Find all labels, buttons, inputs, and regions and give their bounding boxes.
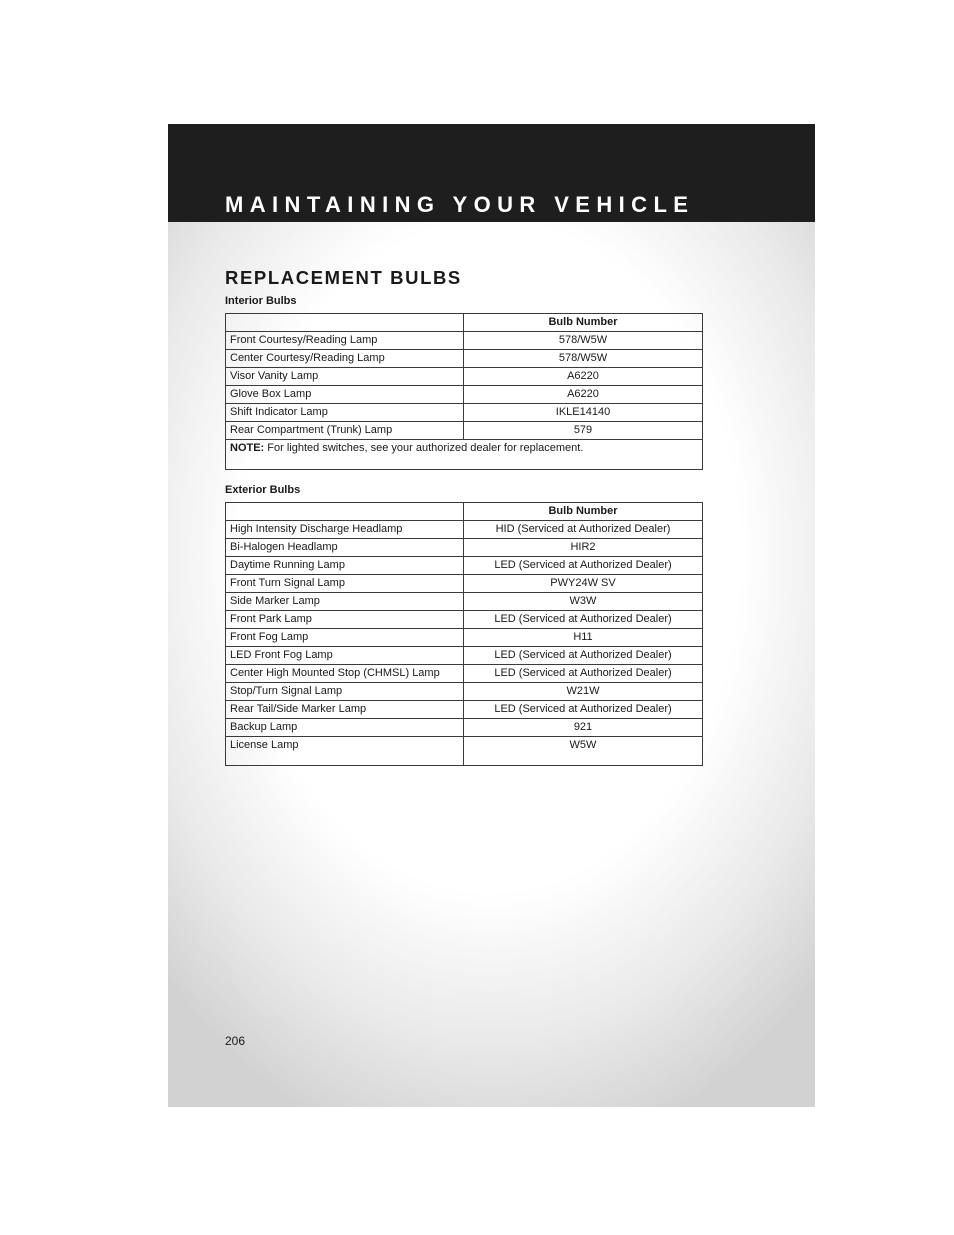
table-row [226, 350, 703, 368]
table-row [226, 557, 703, 575]
lamp-name: Front Park Lamp [226, 611, 464, 629]
exterior-bulbs-table [225, 502, 703, 766]
manual-page [168, 124, 815, 1107]
lamp-name: Backup Lamp [226, 719, 464, 737]
bulb-number: W21W [464, 683, 703, 701]
bulb-number: LED (Serviced at Authorized Dealer) [464, 665, 703, 683]
lamp-name: Daytime Running Lamp [226, 557, 464, 575]
table-row [226, 737, 703, 766]
bulb-number: 578/W5W [464, 350, 703, 368]
bulb-number: HIR2 [464, 539, 703, 557]
lamp-name: Rear Compartment (Trunk) Lamp [226, 422, 464, 440]
bulb-number: LED (Serviced at Authorized Dealer) [464, 611, 703, 629]
lamp-name: Center High Mounted Stop (CHMSL) Lamp [226, 665, 464, 683]
table-header-row [226, 503, 703, 521]
table-row [226, 701, 703, 719]
table-row [226, 332, 703, 350]
note-label: NOTE: [230, 442, 265, 454]
lamp-name: Front Courtesy/Reading Lamp [226, 332, 464, 350]
bulb-number: 579 [464, 422, 703, 440]
lamp-name: Visor Vanity Lamp [226, 368, 464, 386]
lamp-name: Rear Tail/Side Marker Lamp [226, 701, 464, 719]
lamp-name: Glove Box Lamp [226, 386, 464, 404]
table-row [226, 404, 703, 422]
table-row [226, 719, 703, 737]
table-row [226, 539, 703, 557]
table-row [226, 665, 703, 683]
chapter-title: MAINTAINING YOUR VEHICLE [225, 192, 695, 217]
table-row [226, 368, 703, 386]
empty-header-cell [226, 314, 464, 332]
bulb-number: LED (Serviced at Authorized Dealer) [464, 557, 703, 575]
table-row [226, 593, 703, 611]
exterior-bulbs-heading: Exterior Bulbs [225, 484, 301, 496]
lamp-name: Front Turn Signal Lamp [226, 575, 464, 593]
bulb-number: A6220 [464, 368, 703, 386]
table-row [226, 611, 703, 629]
lamp-name: Center Courtesy/Reading Lamp [226, 350, 464, 368]
bulb-number: 921 [464, 719, 703, 737]
table-row [226, 386, 703, 404]
lamp-name: Stop/Turn Signal Lamp [226, 683, 464, 701]
bulb-number: A6220 [464, 386, 703, 404]
bulb-number-header: Bulb Number [464, 503, 703, 521]
bulb-number: LED (Serviced at Authorized Dealer) [464, 647, 703, 665]
interior-bulbs-heading: Interior Bulbs [225, 295, 297, 307]
table-row [226, 422, 703, 440]
lamp-name: Front Fog Lamp [226, 629, 464, 647]
lamp-name: Side Marker Lamp [226, 593, 464, 611]
page-number: 206 [225, 1034, 246, 1048]
chapter-banner [168, 124, 815, 222]
table-row [226, 647, 703, 665]
lamp-name: Bi-Halogen Headlamp [226, 539, 464, 557]
table-row [226, 521, 703, 539]
note-cell [226, 440, 703, 470]
section-title: REPLACEMENT BULBS [225, 267, 462, 288]
note-text: For lighted switches, see your authorized dealer for replacement. [264, 442, 584, 454]
note-row [226, 440, 703, 470]
lamp-name: High Intensity Discharge Headlamp [226, 521, 464, 539]
bulb-number: W5W [464, 737, 703, 766]
bulb-number: 578/W5W [464, 332, 703, 350]
table-row [226, 629, 703, 647]
bulb-number: W3W [464, 593, 703, 611]
bulb-number: LED (Serviced at Authorized Dealer) [464, 701, 703, 719]
empty-header-cell [226, 503, 464, 521]
bulb-number: H11 [464, 629, 703, 647]
bulb-number: HID (Serviced at Authorized Dealer) [464, 521, 703, 539]
lamp-name: License Lamp [226, 737, 464, 766]
bulb-number-header: Bulb Number [464, 314, 703, 332]
lamp-name: Shift Indicator Lamp [226, 404, 464, 422]
table-row [226, 575, 703, 593]
table-header-row [226, 314, 703, 332]
interior-bulbs-table [225, 313, 703, 470]
bulb-number: IKLE14140 [464, 404, 703, 422]
lamp-name: LED Front Fog Lamp [226, 647, 464, 665]
bulb-number: PWY24W SV [464, 575, 703, 593]
table-row [226, 683, 703, 701]
